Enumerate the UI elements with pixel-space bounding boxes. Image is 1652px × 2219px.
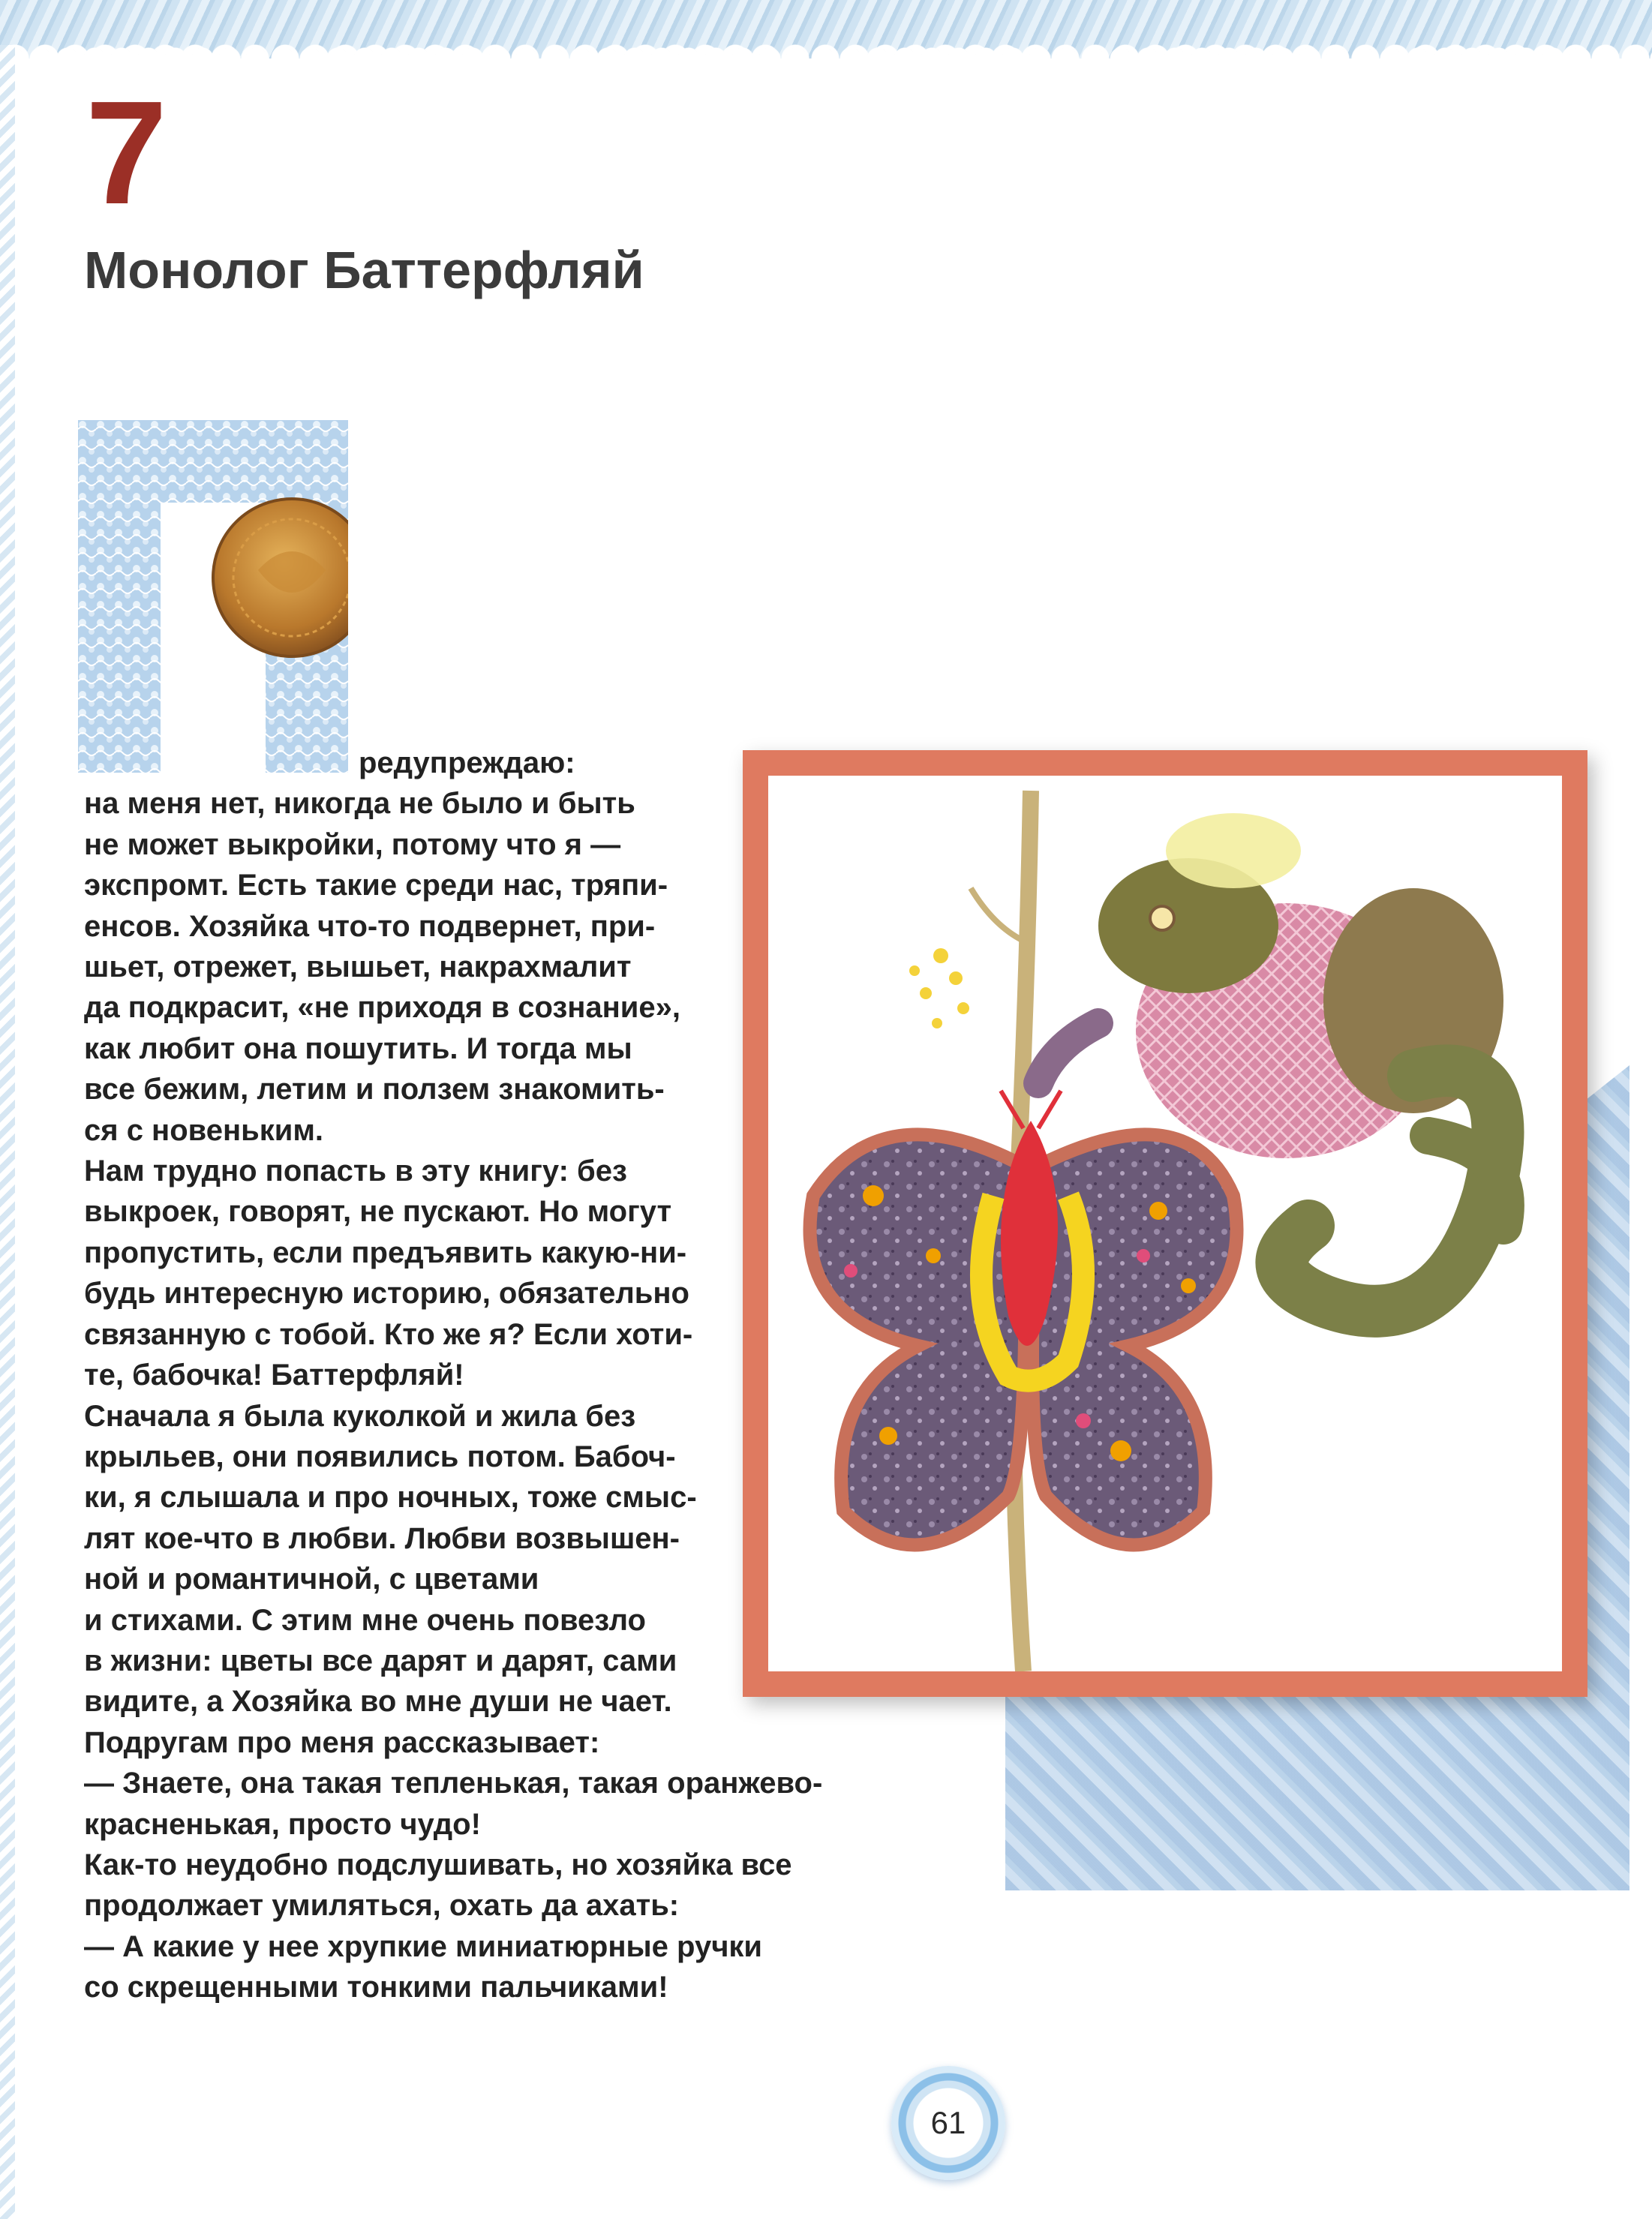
text-line: все бежим, летим и ползем знакомить- xyxy=(84,1073,665,1106)
text-line: не может выкройки, потому что я — xyxy=(84,827,621,861)
dropcap-letter-p-icon xyxy=(78,420,348,773)
text-line: Нам трудно попасть в эту книгу: без xyxy=(84,1155,627,1188)
text-line: те, бабочка! Баттерфляй! xyxy=(84,1359,464,1392)
text-line: выкроек, говорят, не пускают. Но могут xyxy=(84,1195,672,1229)
text-line: ной и романтичной, с цветами xyxy=(84,1563,539,1596)
chapter-title: Монолог Баттерфляй xyxy=(84,241,644,299)
text-line: Как-то неудобно подслушивать, но хозяйка все xyxy=(84,1848,792,1881)
photo-butterfly-monkey-icon xyxy=(768,776,1562,1671)
text-line: экспромт. Есть такие среди нас, тряпи- xyxy=(84,869,668,902)
chapter-number: 7 xyxy=(86,71,168,235)
top-lace-border xyxy=(0,0,1652,59)
page-number: 61 xyxy=(930,2105,966,2140)
text-line: красненькая, просто чудо! xyxy=(84,1807,481,1841)
photo-frame xyxy=(743,750,1587,1697)
left-lace-border xyxy=(0,45,15,2219)
text-line: будь интересную историю, обязательно xyxy=(84,1277,689,1311)
text-line: ся с новеньким. xyxy=(84,1113,324,1147)
text-line: видите, а Хозяйка во мне души не чает. xyxy=(84,1685,672,1719)
text-line: ки, я слышала и про ночных, тоже смыс- xyxy=(84,1481,697,1515)
text-line: на меня нет, никогда не было и быть xyxy=(84,787,635,821)
text-line: редупреждаю: xyxy=(359,746,575,779)
text-line: пропустить, если предъявить какую-ни- xyxy=(84,1236,687,1269)
text-line: да подкрасит, «не приходя в сознание», xyxy=(84,991,680,1025)
text-line: Сначала я была куколкой и жила без xyxy=(84,1399,636,1433)
text-line: — А какие у нее хрупкие миниатюрные ручки xyxy=(84,1929,763,1963)
text-line: как любит она пошутить. И тогда мы xyxy=(84,1031,632,1065)
text-line: и стихами. С этим мне очень повезло xyxy=(84,1603,646,1637)
text-line: енсов. Хозяйка что-то подвернет, при- xyxy=(84,909,656,943)
text-line: в жизни: цветы все дарят и дарят, сами xyxy=(84,1644,677,1677)
text-line: Подругам про меня рассказывает: xyxy=(84,1725,600,1759)
text-line: крыльев, они появились потом. Бабоч- xyxy=(84,1440,676,1473)
text-line: — Знаете, она такая тепленькая, такая оранжево- xyxy=(84,1767,823,1800)
text-line: лят кое-что в любви. Любви возвышен- xyxy=(84,1521,680,1555)
text-line: со скрещенными тонкими пальчиками! xyxy=(84,1971,668,2004)
text-line: связанную с тобой. Кто же я? Если хоти- xyxy=(84,1317,693,1351)
text-line: продолжает умиляться, охать да ахать: xyxy=(84,1889,680,1923)
text-line: шьет, отрежет, вышьет, накрахмалит xyxy=(84,950,632,984)
page-number-badge xyxy=(891,2066,1005,2180)
